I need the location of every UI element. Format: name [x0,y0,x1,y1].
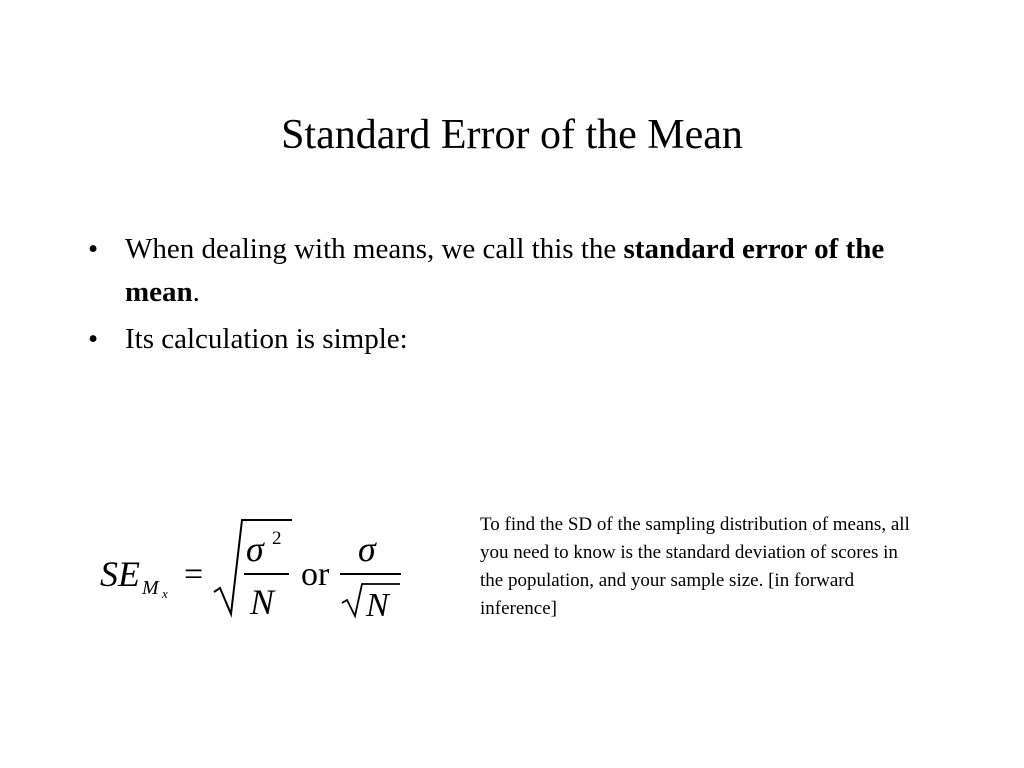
bullet-item [84,318,944,361]
formula-sigma-1: σ [246,529,264,569]
standard-error-formula [96,510,416,630]
explanatory-note: To find the SD of the sampling distribution of means, all you need to know is the standard deviation of scores in the population, and your sample size. [in forward inference] [480,514,910,619]
bullet-bold-term: standard error of the mean [125,233,885,308]
bullet-item [84,228,944,314]
bullet-marker: • [88,323,99,355]
bullet-list [84,228,944,365]
bullet-marker: • [88,233,99,265]
bullet-text-end: . [192,276,200,308]
formula-n-2: N [366,587,389,624]
bullet-text: Its calculation is simple: [125,323,408,355]
formula-equals: = [184,556,204,593]
bullet-text: When dealing with means, we call this the [125,233,624,265]
formula-se: SE [100,554,140,594]
formula-exponent: 2 [272,528,282,549]
slide-title: Standard Error of the Mean [281,112,743,158]
formula-subscript-m: M [142,577,159,599]
formula-sigma-2: σ [358,529,376,569]
formula-or: or [301,556,330,593]
formula-n-1: N [250,582,275,622]
formula-subscript-x: x [162,586,168,601]
